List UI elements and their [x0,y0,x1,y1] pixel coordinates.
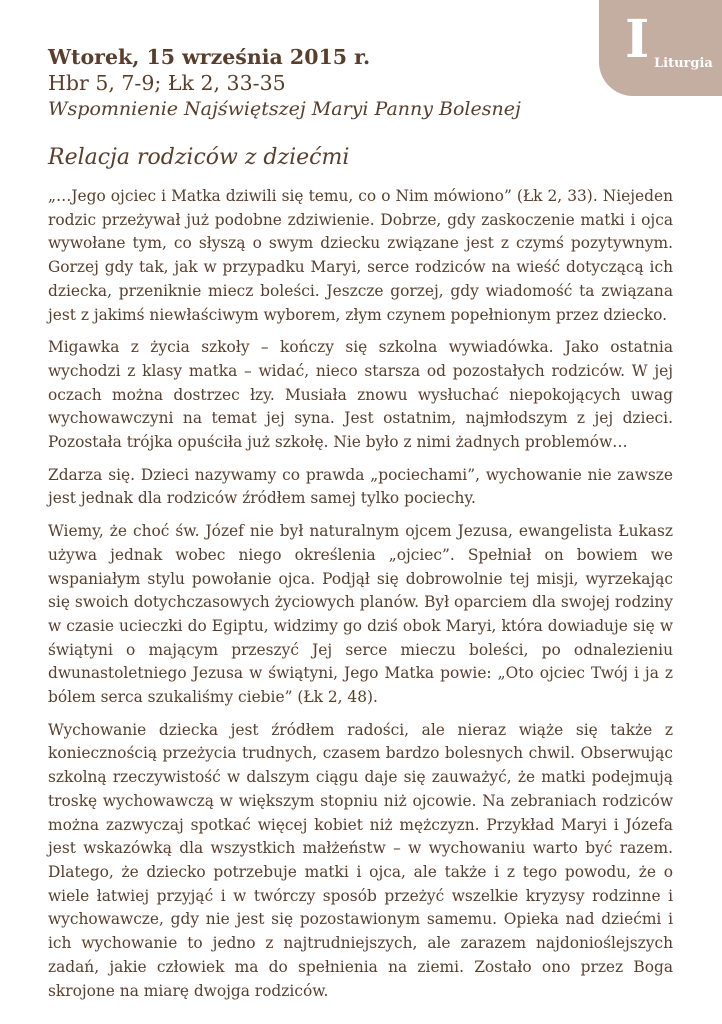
scripture-readings: Hbr 5, 7-9; Łk 2, 33-35 [48,71,286,95]
article-body [48,185,673,1012]
paragraph: Zdarza się. Dzieci nazywamy co prawda „pociechami”, wychowanie nie zawsze jest jednak dla rodziców źródłem samej tylko pociechy. [48,465,673,508]
memorial-title: Wspomnienie Najświętszej Maryi Panny Bolesnej [48,98,521,120]
page-date: Wtorek, 15 września 2015 r. [48,45,371,69]
section-numeral: I [625,9,650,70]
paragraph: Wychowanie dziecka jest źródłem radości, ale nieraz wiąże się także z koniecznością przeżycia trudnych, czasem bardzo bolesnych chwil. Obserwując szkolną rzeczywistość w dalszym ciągu daje się zauważyć, że matki podejmują troskę wychowawczą w większym stopniu niż ojcowie. Na zebraniach rodziców można zazwyczaj spotkać więcej kobiet niż mężczyzn. Przykład Maryi i Józefa jest wskazówką dla wszystkich małżeństw – w wychowaniu warto być razem. Dlatego, że dziecko potrzebuje matki i ojca, ale także i z tego powodu, że o wiele łatwiej przyjąć i w twórczy sposób przeżyć wszelkie kryzysy rodzinne i wychowawcze, gdy nie jest się pozostawionym samemu. Opieka nad dziećmi i ich wychowanie to jedno z najtrudniejszych, ale zarazem najdonioślejszych zadań, jakie człowiek ma do spełnienia na ziemi. Zostało ono przez Boga skrojone na miarę dwojga rodziców. [48,720,673,1000]
paragraph: Migawka z życia szkoły – kończy się szkolna wywiadówka. Jako ostatnia wychodzi z klasy matka – widać, nieco starsza od pozostałych rodziców. W jej oczach można dostrzec łzy. Musiała znowu wysłuchać niepokojących uwag wychowawczyni na temat jej syna. Jest ostatnim, najmłodszym z jej dzieci. Pozostała trójka opuściła już szkołę. Nie było z nimi żadnych problemów… [48,338,673,452]
section-tab [599,0,722,96]
page-header [48,44,608,122]
paragraph: Wiemy, że choć św. Józef nie był naturalnym ojcem Jezusa, ewangelista Łukasz używa jednak wobec niego określenia „ojciec”. Spełniał on bowiem we wspaniałym stylu powołanie ojca. Podjął się dobrowolnie tej misji, wyrzekając się swoich dotychczasowych życiowych planów. Był oparciem dla swojej rodziny w czasie ucieczki do Egiptu, widzimy go dziś obok Maryi, która dowiaduje się w świątyni o mającym przeszyć Jej serce mieczu boleści, po odnalezieniu dwunastoletniego Jezusa w świątyni, Jego Matka powie: „Oto ojciec Twój i ja z bólem serca szukaliśmy ciebie” (Łk 2, 48). [48,522,673,707]
section-label: Liturgia [654,56,713,71]
article-title: Relacja rodziców z dziećmi [48,145,350,170]
paragraph: „…Jego ojciec i Matka dziwili się temu, co o Nim mówiono” (Łk 2, 33). Niejeden rodzic przeżywał już podobne zdziwienie. Dobrze, gdy zaskoczenie matki i ojca wywołane tym, co słyszą o swym dziecku związane jest z czymś pozytywnym. Gorzej gdy tak, jak w przypadku Maryi, serce rodziców na wieść dotyczącą ich dziecka, przeniknie miecz boleści. Jeszcze gorzej, gdy wiadomość ta związana jest z jakimś niewłaściwym wyborem, złym czynem popełnionym przez dziecko. [48,187,673,324]
